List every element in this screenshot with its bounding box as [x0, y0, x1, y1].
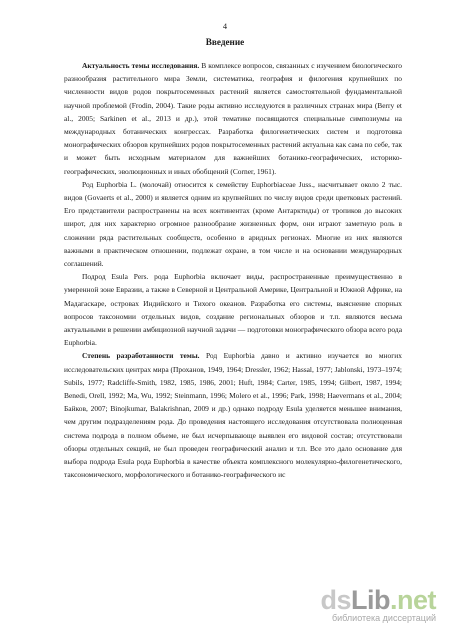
paragraph-esula	[64, 270, 402, 349]
watermark-logo	[286, 586, 436, 623]
paragraph-text: Род Euphorbia L. (молочай) относится к семейству Euphorbiaceae Juss., насчитывает около 2 тыс. видов (Govaerts et al., 2000) и является одним из крупнейших по числу видов среди цветковых растений. Его представители распространены на всех континентах (кроме Антарктиды) от тропиков до высоких широт, для них характерно огромное разнообразие жизненных форм, они играют заметную роль в сложении ряда растительных сообществ, особенно в аридных регионах. Многие из них являются важными в практическом отношении, подлежат охране, в том числе и на основании международных соглашений.	[64, 179, 402, 269]
document-body	[64, 59, 402, 482]
watermark-logo-part: Lib	[350, 585, 390, 615]
paragraph-text: Подрод Esula Pers. рода Euphorbia включает виды, распространенные преимущественно в умеренной зоне Евразии, а также в Северной и Центральной Америке, Центральной и Южной Африке, на Мадагаскаре, островах Индийского и Тихого океанов. Разработка его системы, выяснение спорных вопросов таксономии отдельных видов, создание региональных обзоров и т.п. являются весьма актуальными в решении амбициозной научной задачи — подготовки монографического обзора всего рода Euphorbia.	[64, 272, 402, 348]
watermark-wordmark	[286, 586, 436, 614]
paragraph-euphorbia	[64, 178, 402, 270]
paragraph-lead: Степень разработанности темы.	[82, 351, 200, 361]
paragraph-development-degree	[64, 349, 402, 481]
paragraph-lead: Актуальность темы исследования.	[82, 61, 200, 70]
paragraph-relevance	[64, 59, 402, 178]
watermark-logo-part: .net	[389, 585, 436, 615]
paragraph-text: Род Euphorbia давно и активно изучается во многих исследовательских центрах мира (Проханов, 1949, 1964; Dressler, 1962; Hassal, 1977; Jablonski, 1973–1974; Subils, 1977; Radcliffe-Smith, 1982, 1985, 1986, 2001; Huft, 1984; Carter, 1985, 1994; Gilbert, 1987, 1994; Benedi, Orell, 1992; Ma, Wu, 1992; Steinmann, 1996; Molero et al., 1996; Park, 1998; Haevermans et al., 2004; Байков, 2007; Binojkumar, Balakrishnan, 2009 и др.) однако подроду Esula уделяется меньшее внимания, чем другим подразделениям рода. До проведения настоящего исследования отсутствовала полноценная система подрода в полном объеме, не был исчерпывающе выявлен его видовой состав; отсутствовали обзоры отдельных секций, не был проведен географический анализ и т.п. Все это дало основание для выбора подрода Esula рода Euphorbia в качестве объекта комплексного молекулярно-филогенетического, таксономического, морфологического и ботанико-географического ис	[64, 351, 402, 480]
page-number: 4	[222, 22, 228, 31]
paragraph-text: В комплексе вопросов, связанных с изучением биологического разнообразия растительного мира Земли, систематика, география и филогения крупнейших по численности видов родов покрытосеменных растений является самостоятельной фундаментальной научной проблемой (Frodin, 2004). Такие роды активно исследуются в различных странах мира (Berry et al., 2005; Sarkinen et al., 2013 и др.), этой тематике посвящаются специальные симпозиумы на международных ботанических конгрессах. Разработка филогенетических систем и подготовка монографических обзоров крупнейших родов покрытосеменных растений актуальна как сама по себе, так и может быть исходным материалом для важнейших ботанико-географических, историко-географических, эволюционных и иных обобщений (Corner, 1961).	[64, 61, 402, 176]
watermark-logo-part: ds	[320, 585, 351, 615]
watermark-subtitle: библиотека диссертаций	[331, 613, 436, 623]
section-heading: Введение	[205, 37, 245, 47]
